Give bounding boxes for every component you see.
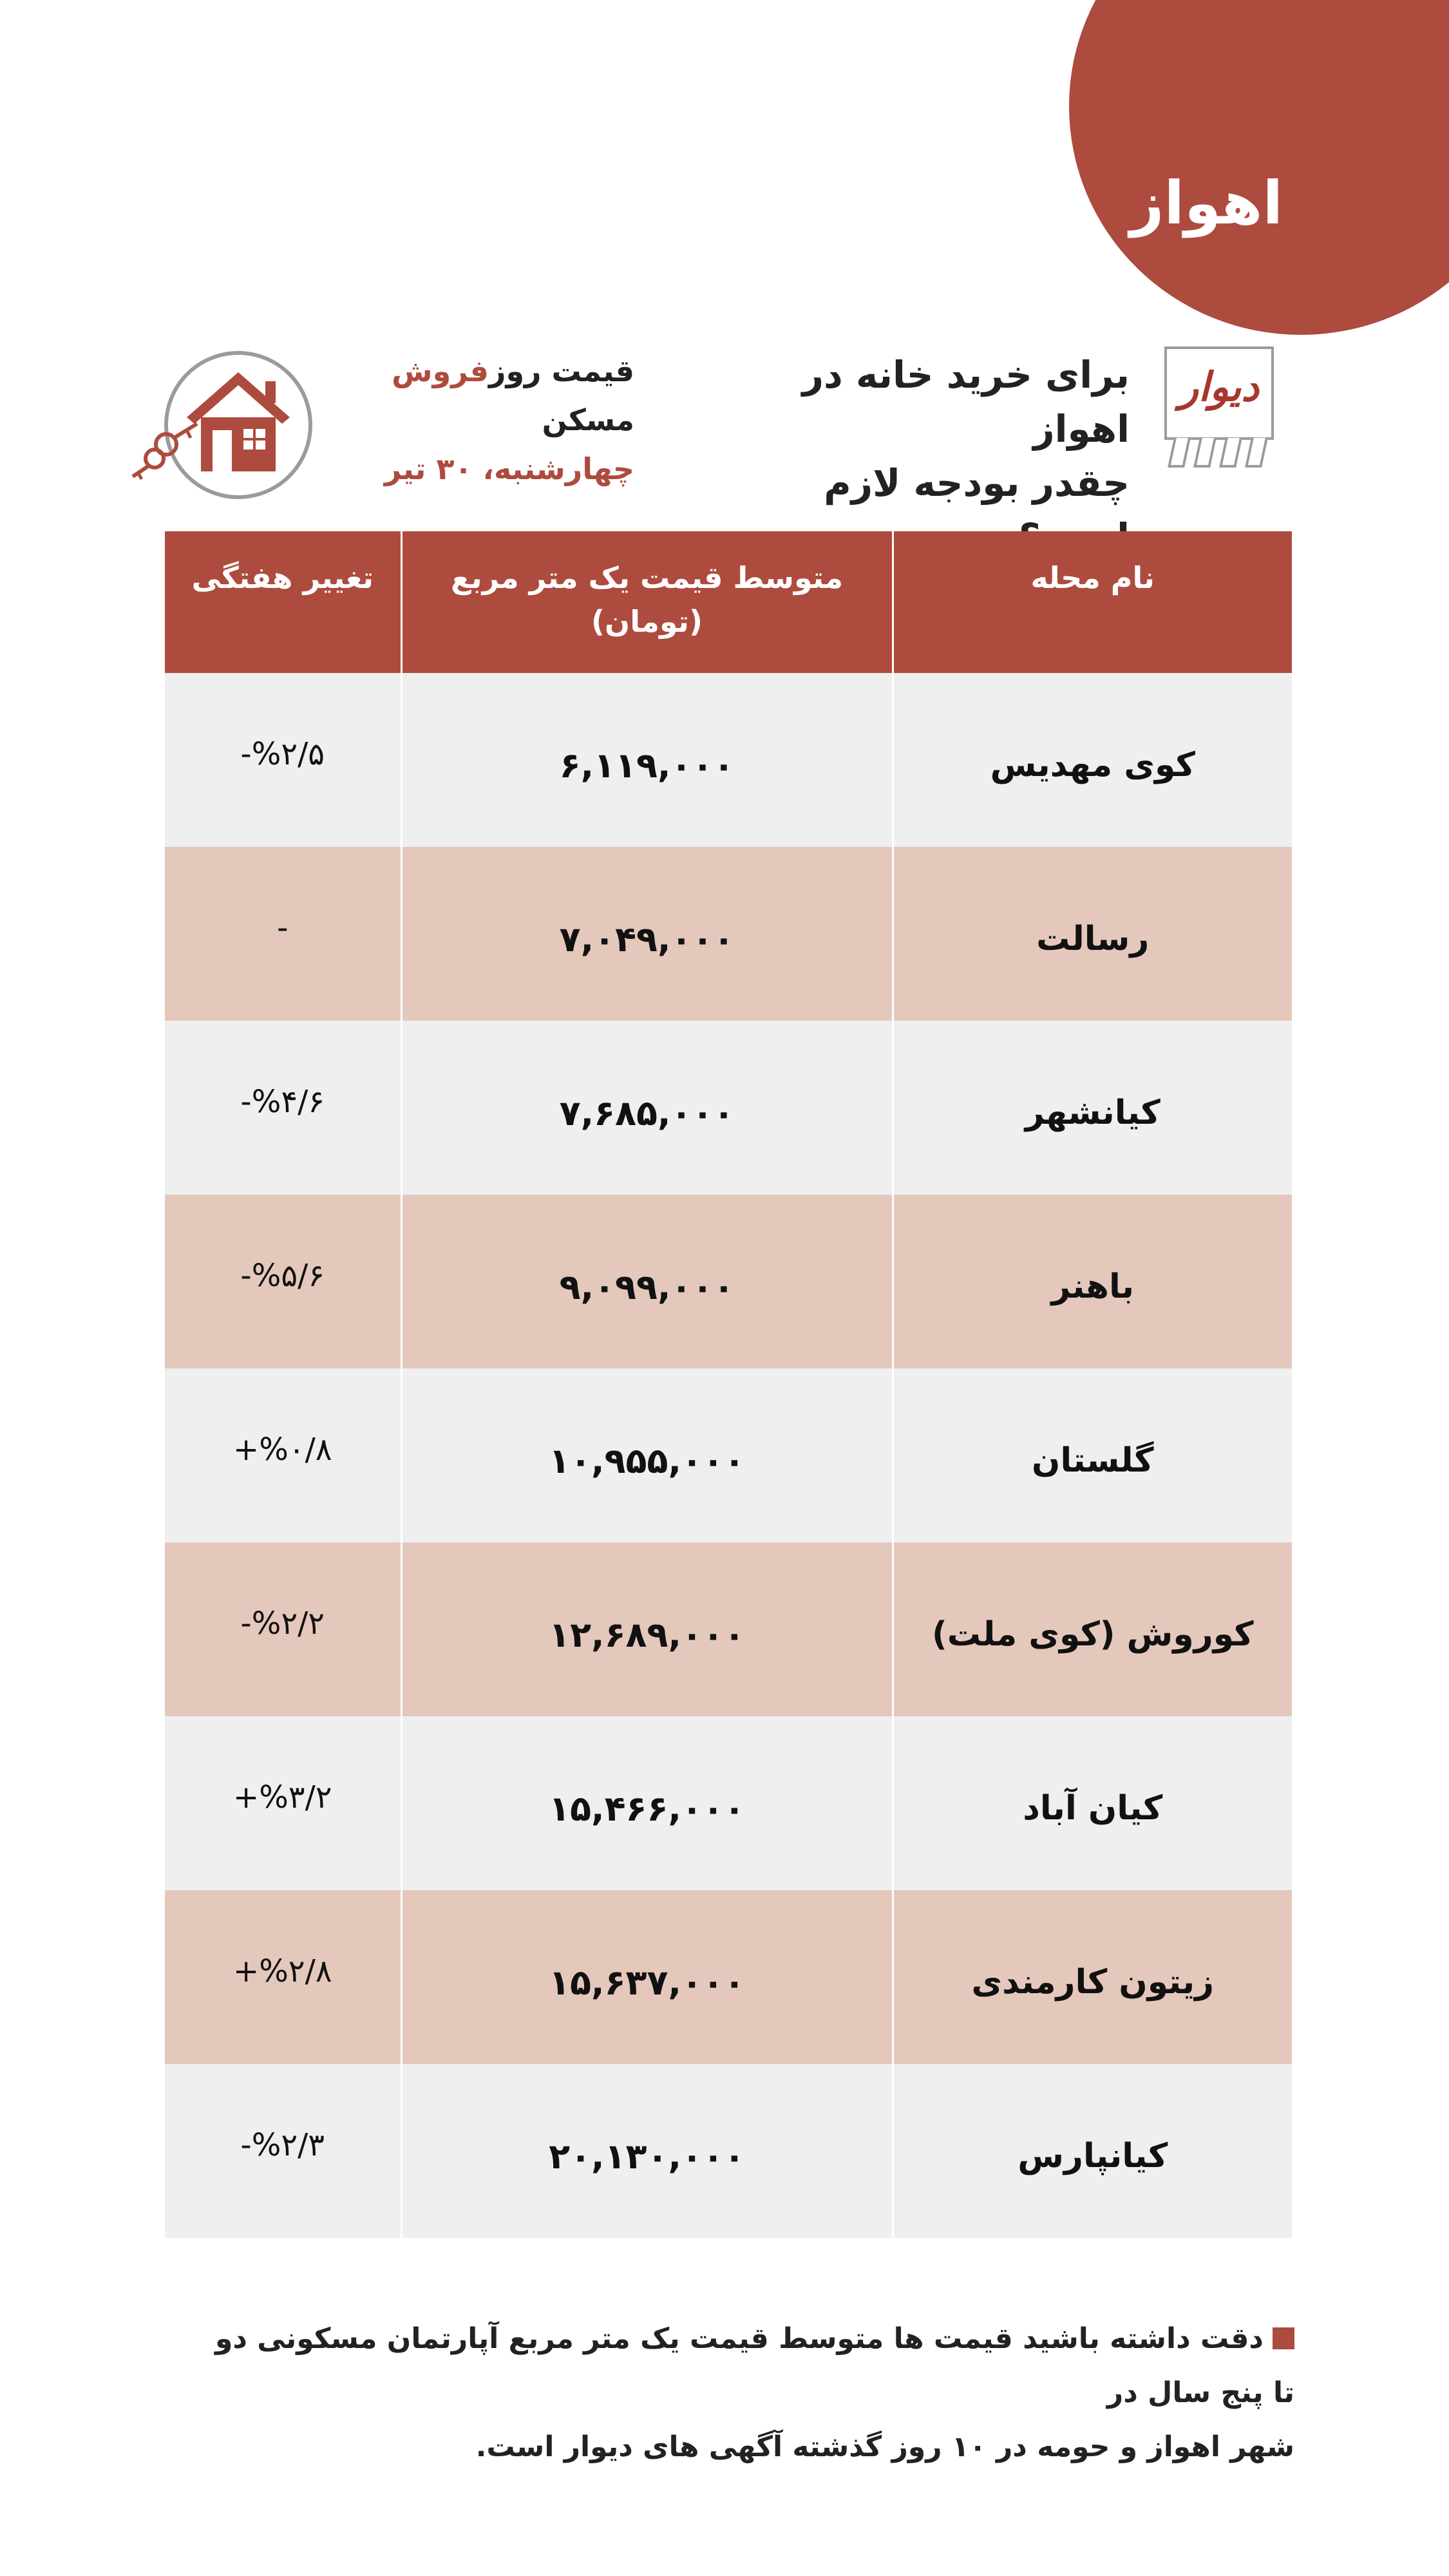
cell-change: +%۳/۲ (165, 1716, 401, 1890)
footnote-line2: شهر اهواز و حومه در ۱۰ روز گذشته آگهی های دیوار است. (475, 2430, 1294, 2463)
table-row (165, 1195, 1292, 1368)
cell-price: ۱۰,۹۵۵,۰۰۰ (401, 1368, 893, 1542)
cell-name: کوی مهدیس (893, 673, 1292, 847)
cell-change: +%۰/۸ (165, 1368, 401, 1542)
cell-change: - (165, 847, 401, 1021)
table-row (165, 1890, 1292, 2064)
city-badge-circle (1069, 0, 1449, 335)
table-row (165, 1021, 1292, 1195)
table-row (165, 847, 1292, 1021)
cell-price: ۷,۰۴۹,۰۰۰ (401, 847, 893, 1021)
cell-price: ۱۲,۶۸۹,۰۰۰ (401, 1542, 893, 1716)
divar-logo-tabs (1164, 438, 1274, 469)
cell-price: ۶,۱۱۹,۰۰۰ (401, 673, 893, 847)
footnote (213, 2312, 1294, 2474)
table-row (165, 2064, 1292, 2238)
cell-name: زیتون کارمندی (893, 1890, 1292, 2064)
header-price-line1: متوسط قیمت یک متر مربع (450, 560, 844, 595)
cell-change: +%۲/۸ (165, 1890, 401, 2064)
price-subtitle (364, 346, 634, 493)
header-price (401, 531, 893, 673)
cell-name: گلستان (893, 1368, 1292, 1542)
cell-change: -%۲/۵ (165, 673, 401, 847)
table-row (165, 1368, 1292, 1542)
headline-line2: چقدر بودجه لازم (824, 461, 1130, 505)
footnote-bullet-icon (1273, 2327, 1294, 2349)
cell-name: رسالت (893, 847, 1292, 1021)
subtitle-date: چهارشنبه، ۳۰ تیر (384, 451, 634, 486)
cell-price: ۷,۶۸۵,۰۰۰ (401, 1021, 893, 1195)
cell-name: کیان آباد (893, 1716, 1292, 1890)
cell-name: کیانپارس (893, 2064, 1292, 2238)
cell-name: کوروش (کوی ملت) (893, 1542, 1292, 1716)
cell-name: باهنر (893, 1195, 1292, 1368)
cell-price: ۲۰,۱۳۰,۰۰۰ (401, 2064, 893, 2238)
subtitle-prefix: قیمت روز (488, 354, 634, 388)
cell-price: ۱۵,۶۳۷,۰۰۰ (401, 1890, 893, 2064)
cell-change: -%۲/۲ (165, 1542, 401, 1716)
house-with-keys-icon (122, 348, 316, 502)
cell-price: ۹,۰۹۹,۰۰۰ (401, 1195, 893, 1368)
table-row (165, 1716, 1292, 1890)
table-header-row (165, 531, 1292, 673)
cell-name: کیانشهر (893, 1021, 1292, 1195)
header-price-line2: (تومان) (591, 604, 703, 639)
subtitle-accent: فروش (392, 354, 489, 388)
divar-logo-paper (1164, 346, 1274, 440)
divar-logo-icon (1151, 346, 1280, 469)
cell-change: -%۲/۳ (165, 2064, 401, 2238)
cell-change: -%۴/۶ (165, 1021, 401, 1195)
price-table (165, 531, 1292, 2238)
table-row (165, 1542, 1292, 1716)
header-name: نام محله (893, 531, 1292, 673)
headline-line1: برای خرید خانه در اهواز (802, 353, 1130, 451)
divar-logo-text: دیوار (1179, 363, 1260, 410)
cell-price: ۱۵,۴۶۶,۰۰۰ (401, 1716, 893, 1890)
table-row (165, 673, 1292, 847)
subtitle-line1 (364, 346, 634, 444)
city-title: اهواز (1130, 169, 1283, 238)
cell-change: -%۵/۶ (165, 1195, 401, 1368)
header-change: تغییر هفتگی (165, 531, 401, 673)
subtitle-suffix: مسکن (542, 402, 634, 437)
footnote-line1: دقت داشته باشید قیمت ها متوسط قیمت یک متر مربع آپارتمان مسکونی دو تا پنج سال در (215, 2322, 1294, 2409)
